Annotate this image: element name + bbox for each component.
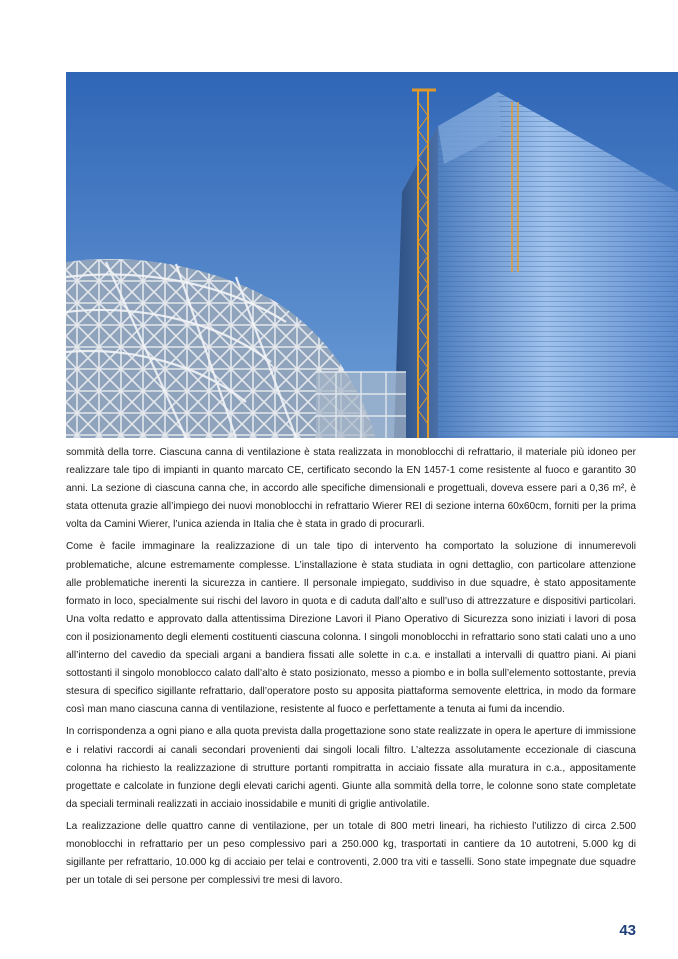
paragraph: Come è facile immaginare la realizzazione di un tale tipo di intervento ha comportato la soluzione di innumerevoli problematiche, alcune estremamente complesse. L’installazione è stata studiata in ogni dettaglio, con particolare attenzione alle problematiche inerenti la sicurezza in cantiere. Il personale impiegato, suddiviso in due squadre, è stato appositamente formato in loco, specialmente sui rischi del lavoro in quota e di caduta dall’alto e sull’uso di attrezzature e dispositivi particolari. Una volta redatto e approvato dalla attentissima Direzione Lavori il Piano Operativo di Sicurezza sono iniziati i lavori di posa con il posizionamento degli elementi costituenti ciascuna colonna. I singoli monoblocchi in refrattario sono stati calati uno a uno all’interno del cavedio da speciali argani a bandiera fissati alle solette in c.a. e installati a intervalli di quattro piani. Ai piani sottostanti il singolo monoblocco calato dall’alto è stato posizionato, messo a piombo e in bolla sull’elemento sottostante, previa stesura di specifico sigillante refrattario, dall’operatore posto su apposita piattaforma semovente elettrica, in modo da formare così man mano ciascuna canna di ventilazione, resistente al fuoco e perfettamente a tenuta ai fumi da incendio. <box>66 541 636 716</box>
article-body <box>66 444 636 894</box>
paragraph: sommità della torre. Ciascuna canna di ventilazione è stata realizzata in monoblocchi di refrattario, il materiale più idoneo per realizzare tale tipo di impianti in quanto marcato CE, certificato secondo la EN 1457-1 come resistente al fuoco e garantito 30 anni. La sezione di ciascuna canna che, in accordo alle specifiche dimensionali e progettuali, doveva essere pari a 0,36 m², è stata ottenuta grazie all’impiego dei nuovi monoblocchi in refrattario Wierer REI di sezione interna 60x60cm, forniti per la prima volta da Camini Wierer, l’unica azienda in Italia che è stata in grado di procurarli. <box>66 447 636 531</box>
paragraph: La realizzazione delle quattro canne di ventilazione, per un totale di 800 metri lineari, ha richiesto l’utilizzo di circa 2.500 monoblocchi in refrattario per un peso complessivo pari a 250.000 kg, trasportati in cantiere da 10 autotreni, 5.000 kg di sigillante per refrattario, 10.000 kg di acciaio per telai e controventi, 2.000 tra viti e tasselli. Sono state impegnate due squadre per un totale di sei persone per complessivi tre mesi di lavoro. <box>66 820 636 887</box>
page-number: 43 <box>619 922 636 939</box>
tower-construction-photo <box>66 72 678 438</box>
paragraph: In corrispondenza a ogni piano e alla quota prevista dalla progettazione sono state realizzate in opera le aperture di immissione e i relativi raccordi ai canali secondari provenienti dai singoli locali filtro. L’altezza assolutamente eccezionale di ciascuna colonna ha richiesto la realizzazione di strutture portanti rompitratta in acciaio fissate alla muratura in c.a., appositamente progettate e calcolate in funzione degli elevati carichi agenti. Giunte alla sommità della torre, le colonne sono state completate da speciali terminali realizzati in acciaio inossidabile e muniti di griglie antivolatile. <box>66 726 636 810</box>
